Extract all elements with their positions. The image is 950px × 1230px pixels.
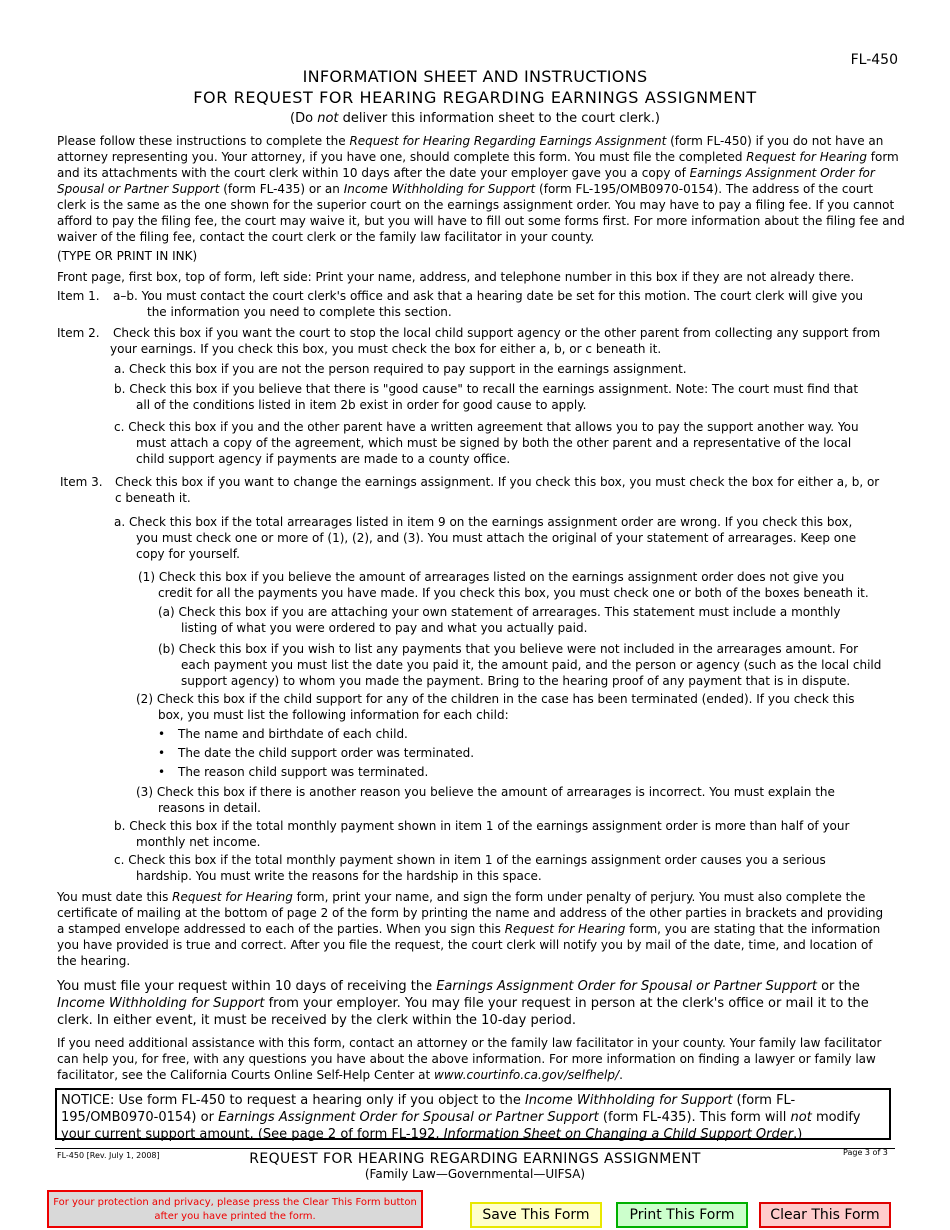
list-item: The name and birthdate of each child. xyxy=(178,727,408,741)
item3-a1a: (a) Check this box if you are attaching your own statement of arrearages. This statement must include a monthly xyxy=(158,605,841,619)
item3-label: Item 3. xyxy=(60,475,103,489)
subtitle: (Do not deliver this information sheet to the court clerk.) xyxy=(290,111,660,126)
item3-b-cont: monthly net income. xyxy=(136,835,261,849)
item3-a1-cont: credit for all the payments you have made. If you check this box, you must check one or both of the boxes beneath it. xyxy=(158,586,869,600)
item3-a1b-cont: each payment you must list the date you paid it, the amount paid, and the person or agency (such as the local child xyxy=(181,658,882,672)
item2-c: c. Check this box if you and the other parent have a written agreement that allows you to pay the support another way. You xyxy=(114,420,859,434)
type-or-print-note: (TYPE OR PRINT IN INK) xyxy=(57,249,198,263)
item1-text: a–b. You must contact the court clerk's office and ask that a hearing date be set for this motion. The court clerk will give you xyxy=(113,289,864,303)
item3-a1b-cont2: support agency) to whom you made the payment. Bring to the hearing proof of any payment that is in dispute. xyxy=(181,674,851,688)
item2-c-cont2: child support agency if payments are made to a county office. xyxy=(136,452,511,466)
front-page-instruction: Front page, first box, top of form, left side: Print your name, address, and telephone number in this box if they are not already there. xyxy=(57,270,855,284)
clear-form-button[interactable]: Clear This Form xyxy=(759,1202,891,1228)
item3-a1b: (b) Check this box if you wish to list any payments that you believe were not included in the arrearages amount. For xyxy=(158,642,859,656)
item1-label: Item 1. xyxy=(57,289,100,303)
list-item: The date the child support order was terminated. xyxy=(178,746,475,760)
page-title: INFORMATION SHEET AND INSTRUCTIONS xyxy=(302,67,648,86)
item3-a2-cont: box, you must list the following information for each child: xyxy=(158,708,509,722)
bullet-icon: • xyxy=(158,727,166,741)
footer-subtitle: (Family Law—Governmental—UIFSA) xyxy=(364,1167,586,1181)
item3-a3-cont: reasons in detail. xyxy=(158,801,261,815)
assistance-paragraph: If you need additional assistance with this form, contact an attorney or the family law facilitator in your county. Your family law facilitator can help you, for free, with any questions you have about the above information. For more information on finding a lawyer or family law facilitator, see the California Courts Online Self-Help Center at www.courtinfo.ca.gov/selfhelp/. xyxy=(57,1036,882,1082)
item3-b: b. Check this box if the total monthly payment shown in item 1 of the earnings assignment order is more than half of your xyxy=(114,819,850,833)
footer-title: REQUEST FOR HEARING REGARDING EARNINGS ASSIGNMENT xyxy=(249,1151,701,1167)
item3-text2: c beneath it. xyxy=(115,491,191,505)
item2-text2: your earnings. If you check this box, you must check the box for either a, b, or c beneath it. xyxy=(110,342,662,356)
item3-a2: (2) Check this box if the child support for any of the children in the case has been terminated (ended). If you check this xyxy=(136,692,855,706)
date-sign-paragraph: You must date this Request for Hearing form, print your name, and sign the form under penalty of perjury. You must also complete the certificate of mailing at the bottom of page 2 of the form by printing the name and address of the other parties in brackets and providing a stamped envelope addressed to each of the parties. When you sign this Request for Hearing form, you are stating that the information you have provided is true and correct. After you file the request, the court clerk will notify you by mail of the date, time, and location of the hearing. xyxy=(57,890,884,968)
privacy-notice: For your protection and privacy, please press the Clear This Form button after you have printed the form. xyxy=(47,1190,423,1228)
item2-c-cont: must attach a copy of the agreement, which must be signed by both the other parent and a representative of the local xyxy=(136,436,852,450)
item3-a3: (3) Check this box if there is another reason you believe the amount of arrearages is incorrect. You must explain the xyxy=(136,785,835,799)
bullet-icon: • xyxy=(158,746,166,760)
item2-b-cont: all of the conditions listed in item 2b exist in order for good cause to apply. xyxy=(136,398,587,412)
save-form-button[interactable]: Save This Form xyxy=(470,1202,602,1228)
item1-text2: the information you need to complete this section. xyxy=(147,305,452,319)
print-form-button[interactable]: Print This Form xyxy=(616,1202,748,1228)
item3-a-cont: you must check one or more of (1), (2), and (3). You must attach the original of your statement of arrearages. Keep one xyxy=(136,531,857,545)
item3-text: Check this box if you want to change the earnings assignment. If you check this box, you must check the box for either a, b, or xyxy=(115,475,880,489)
item3-c-cont: hardship. You must write the reasons for the hardship in this space. xyxy=(136,869,542,883)
filing-deadline-paragraph: You must file your request within 10 days of receiving the Earnings Assignment Order for Spousal or Partner Support or the Income Withholding for Support from your employer. You may file your request in person at the clerk's office or mail it to the clerk. In either event, it must be received by the clerk within the 10-day period. xyxy=(57,979,869,1028)
list-item: The reason child support was terminated. xyxy=(178,765,429,779)
item2-a: a. Check this box if you are not the person required to pay support in the earnings assignment. xyxy=(114,362,687,376)
item3-a1: (1) Check this box if you believe the amount of arrearages listed on the earnings assignment order does not give you xyxy=(138,570,845,584)
page-number: Page 3 of 3 xyxy=(843,1148,888,1157)
item2-label: Item 2. xyxy=(57,326,100,340)
form-revision: FL-450 [Rev. July 1, 2008] xyxy=(57,1151,160,1160)
item3-a1a-cont: listing of what you were ordered to pay and what you actually paid. xyxy=(181,621,588,635)
item2-b: b. Check this box if you believe that there is "good cause" to recall the earnings assignment. Note: The court must find that xyxy=(114,382,859,396)
item3-a-cont2: copy for yourself. xyxy=(136,547,240,561)
item3-a: a. Check this box if the total arrearages listed in item 9 on the earnings assignment order are wrong. If you check this box, xyxy=(114,515,853,529)
form-number: FL-450 xyxy=(850,52,898,68)
intro-paragraph: Please follow these instructions to complete the Request for Hearing Regarding Earnings Assignment (form FL-450) if you do not have an attorney representing you. Your attorney, if you have one, should complete this form. You must file the completed Request for Hearing form and its attachments with the court clerk within 10 days after the date your employer gave you a copy of Earnings Assignment Order for Spousal or Partner Support (form FL-435) or an Income Withholding for Support (form FL-195/OMB0970-0154). The address of the court clerk is the same as the one shown for the superior court on the earnings assignment order. You may have to pay a filing fee. If you cannot afford to pay the filing fee, the court may waive it, but you will have to fill out some forms first. For more information about the filing fee and waiver of the filing fee, contact the court clerk or the family law facilitator in your county. xyxy=(57,134,905,244)
bullet-icon: • xyxy=(158,765,166,779)
notice-box: NOTICE: Use form FL-450 to request a hearing only if you object to the Income Withholding for Support (form FL-195/OMB0970-0154) or Earnings Assignment Order for Spousal or Partner Support (form FL-435). This form will not modify your current support amount. (See page 2 of form FL-192, Information Sheet on Changing a Child Support Order.) xyxy=(55,1088,891,1140)
item2-text: Check this box if you want the court to stop the local child support agency or the other parent from collecting any support from xyxy=(113,326,881,340)
page-title-line2: FOR REQUEST FOR HEARING REGARDING EARNINGS ASSIGNMENT xyxy=(193,88,757,107)
footer-divider xyxy=(55,1148,895,1149)
item3-c: c. Check this box if the total monthly payment shown in item 1 of the earnings assignment order causes you a serious xyxy=(114,853,826,867)
